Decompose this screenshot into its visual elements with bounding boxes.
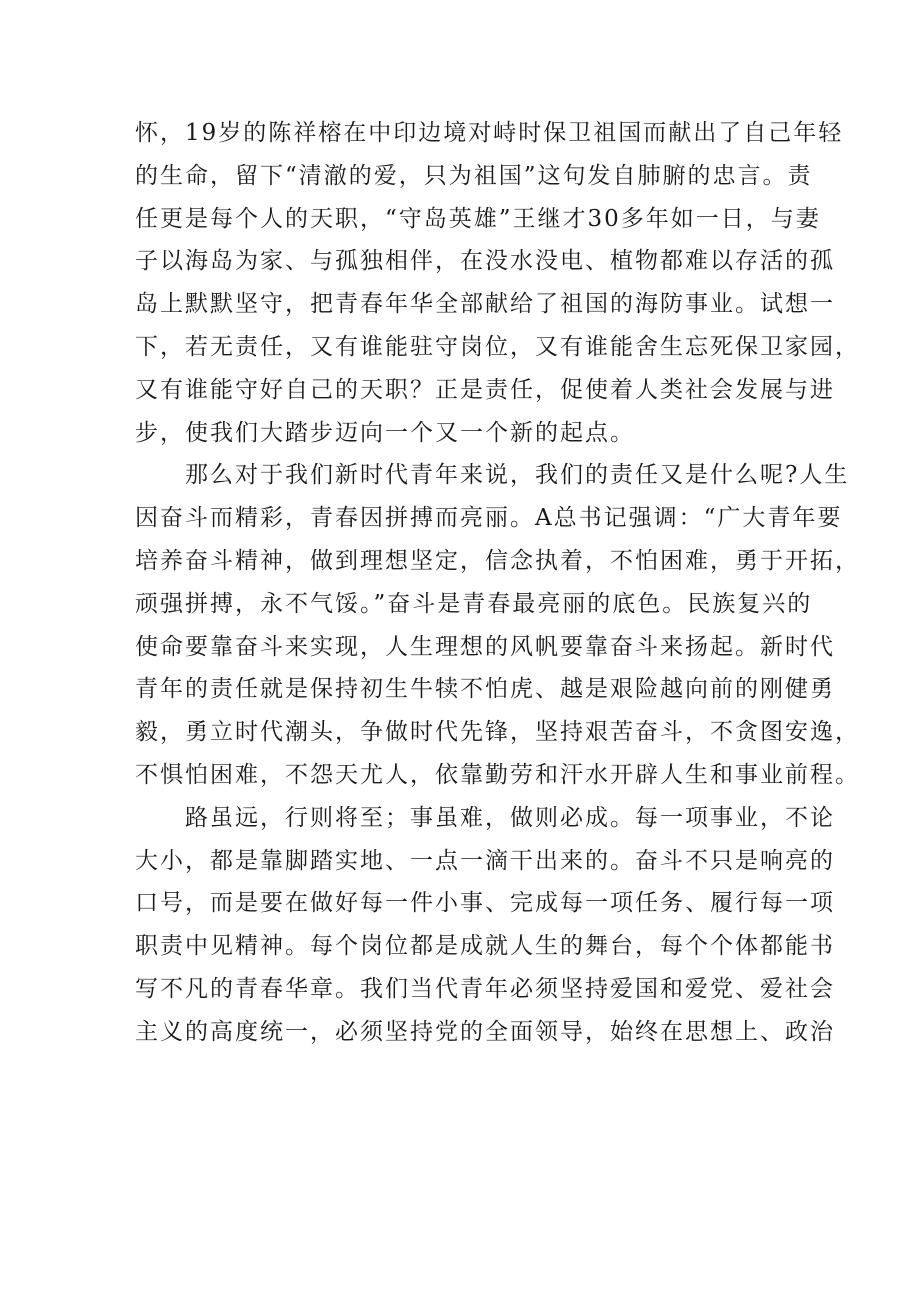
text-line: 子以海岛为家、与孤独相伴，在没水没电、植物都难以存活的孤 (135, 248, 835, 275)
text-line: 青年的责任就是保持初生牛犊不怕虎、越是艰险越向前的刚健勇 (135, 676, 835, 703)
text-line: 岛上默默坚守，把青春年华全部献给了祖国的海防事业。试想一 (135, 291, 835, 318)
body-text (135, 112, 860, 1054)
text-line: 毅，勇立时代潮头，争做时代先锋，坚持艰苦奋斗，不贪图安逸， (135, 719, 860, 746)
text-line: 任更是每个人的天职，“守岛英雄”王继才30多年如一日，与妻 (135, 205, 821, 232)
text-line: 顽强拼搏，永不气馁。”奋斗是青春最亮丽的底色。民族复兴的 (135, 590, 813, 617)
text-line: 主义的高度统一，必须坚持党的全面领导，始终在思想上、政治 (135, 1018, 835, 1045)
text-line: 培养奋斗精神，做到理想坚定，信念执着，不怕困难，勇于开拓， (135, 547, 860, 574)
paragraph-first-line: 那么对于我们新时代青年来说，我们的责任又是什么呢?人生 (185, 462, 850, 489)
text-line: 步，使我们大踏步迈向一个又一个新的起点。 (135, 419, 635, 446)
text-line: 写不凡的青春华章。我们当代青年必须坚持爱国和爱党、爱社会 (135, 975, 835, 1002)
text-line: 口号，而是要在做好每一件小事、完成每一项任务、履行每一项 (135, 890, 835, 917)
text-line: 怀，19岁的陈祥榕在中印边境对峙时保卫祖国而献出了自己年轻 (135, 120, 844, 146)
text-line: 职责中见精神。每个岗位都是成就人生的舞台，每个个体都能书 (135, 933, 835, 960)
text-line: 不惧怕困难，不怨天尤人，依靠勤劳和汗水开辟人生和事业前程。 (135, 761, 860, 788)
text-line: 使命要靠奋斗来实现，人生理想的风帆要靠奋斗来扬起。新时代 (135, 633, 835, 660)
text-line: 因奋斗而精彩，青春因拼搏而亮丽。A总书记强调：“广大青年要 (135, 505, 843, 532)
text-line: 又有谁能守好自己的天职？正是责任，促使着人类社会发展与进 (135, 376, 835, 403)
paragraph-first-line: 路虽远，行则将至；事虽难，做则必成。每一项事业，不论 (185, 804, 835, 831)
text-line: 的生命，留下“清澈的爱，只为祖国”这句发自肺腑的忠言。责 (135, 162, 813, 189)
text-line: 下，若无责任，又有谁能驻守岗位，又有谁能舍生忘死保卫家园， (135, 333, 860, 360)
text-line: 大小，都是靠脚踏实地、一点一滴干出来的。奋斗不只是响亮的 (135, 847, 835, 874)
